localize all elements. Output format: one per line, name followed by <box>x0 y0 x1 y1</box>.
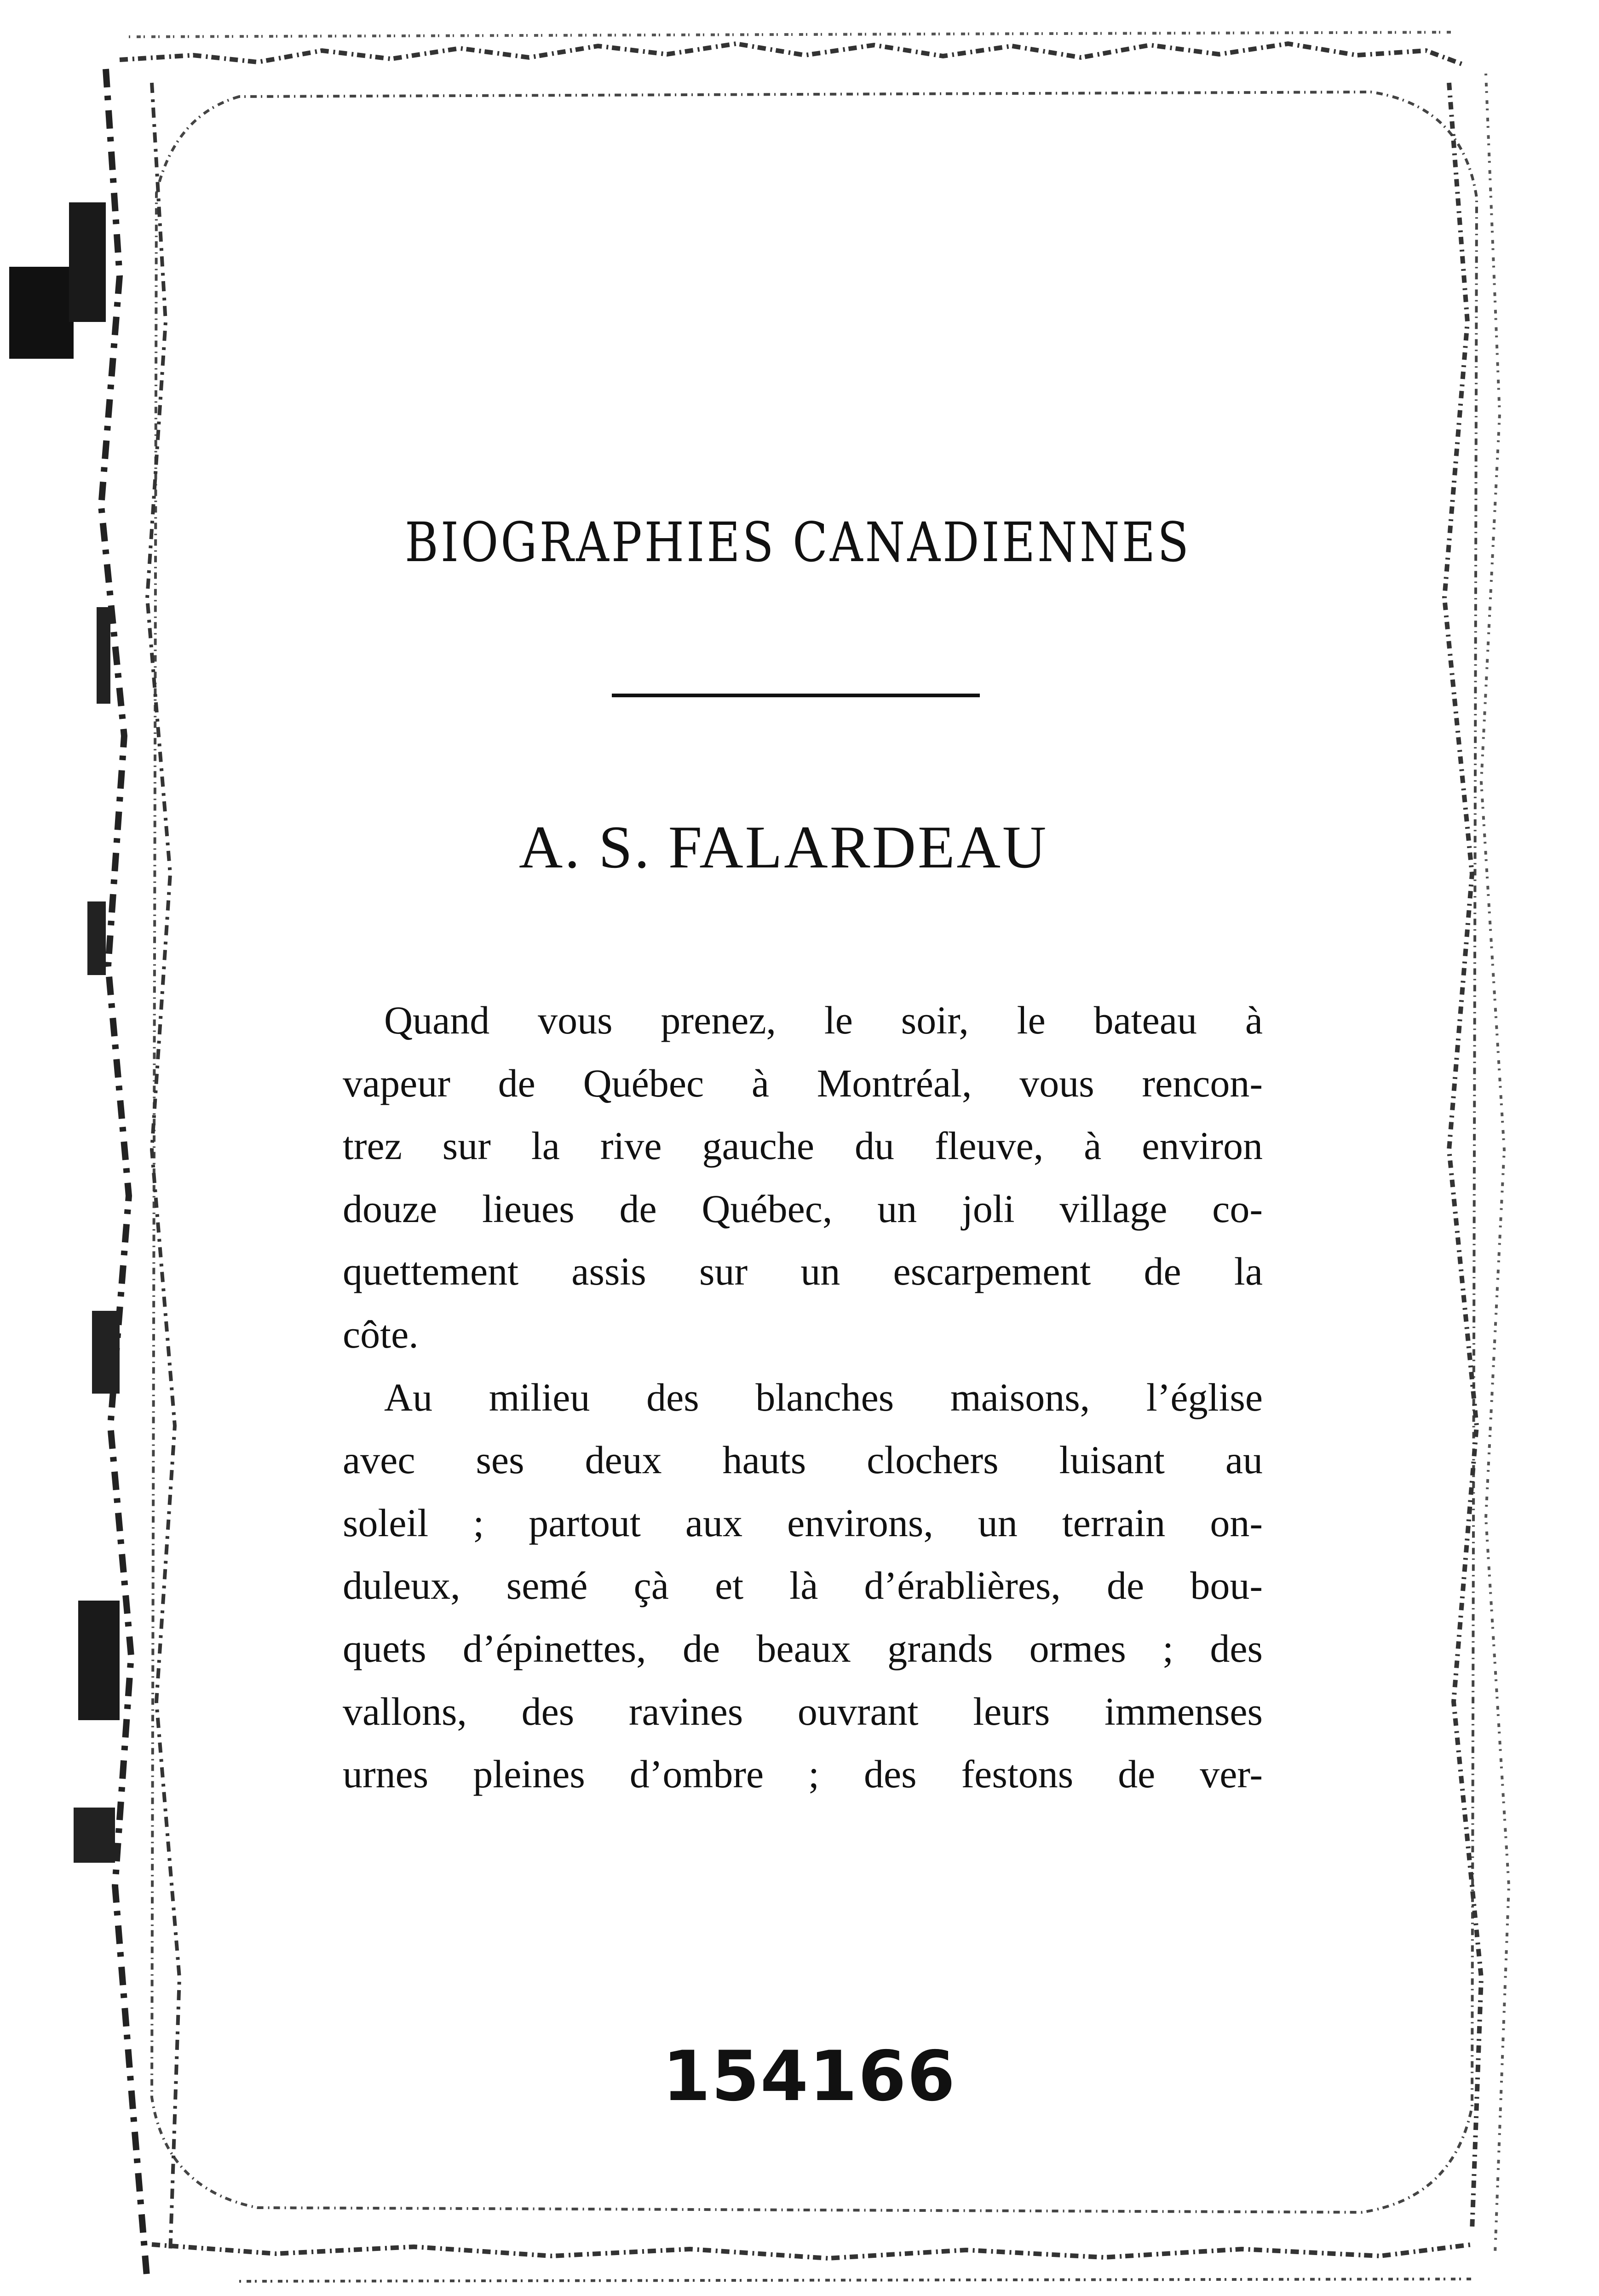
catalog-number-stamp: 154166 <box>662 2037 956 2117</box>
text-line: Quand vous prenez, le soir, le bateau à <box>384 998 1263 1042</box>
text-line: duleux, semé çà et là d’érablières, de bou- <box>343 1563 1263 1608</box>
text-line: quets d’épinettes, de beaux grands ormes ; des <box>343 1626 1263 1670</box>
body-text <box>343 989 1263 1806</box>
text-line: Au milieu des blanches maisons, l’église <box>384 1375 1263 1419</box>
text-line: urnes pleines d’ombre ; des festons de ver- <box>343 1752 1263 1797</box>
text-line: quettement assis sur un escarpement de la <box>343 1249 1263 1294</box>
text-line: soleil ; partout aux environs, un terrain on- <box>343 1500 1263 1545</box>
text-line: vallons, des ravines ouvrant leurs immenses <box>343 1689 1263 1733</box>
series-title: BIOGRAPHIES CANADIENNES <box>405 511 1191 574</box>
title-divider <box>612 694 980 697</box>
text-line: trez sur la rive gauche du fleuve, à environ <box>343 1124 1263 1168</box>
text-line: douze lieues de Québec, un joli village co- <box>343 1186 1263 1231</box>
text-line: côte. <box>343 1312 419 1356</box>
text-line: vapeur de Québec à Montréal, vous rencon- <box>343 1061 1263 1105</box>
text-line: avec ses deux hauts clochers luisant au <box>343 1438 1263 1482</box>
article-title: A. S. FALARDEAU <box>519 813 1048 881</box>
